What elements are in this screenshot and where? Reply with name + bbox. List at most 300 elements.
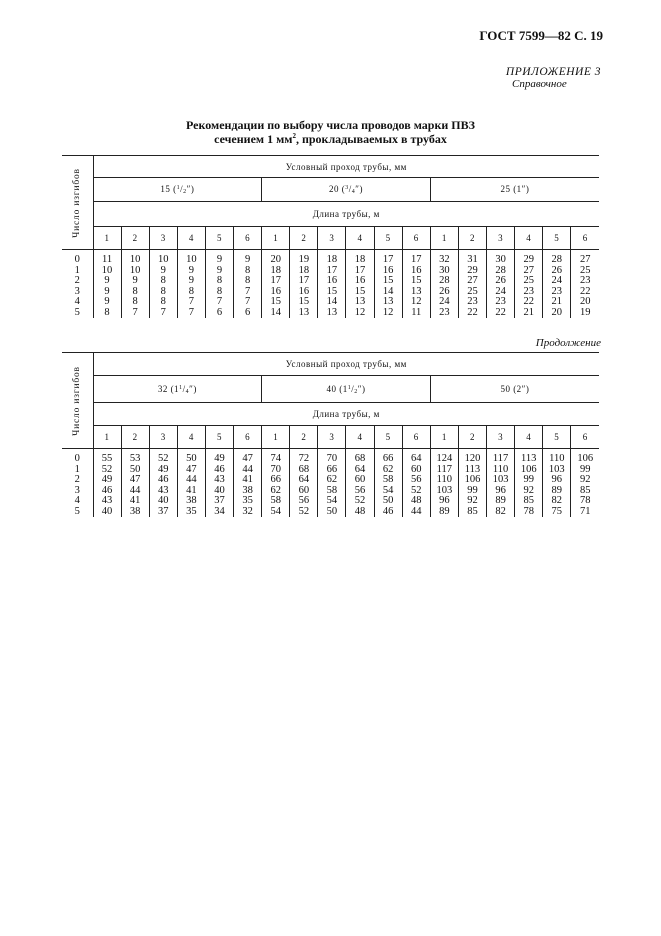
wire-count-cell: 9 bbox=[177, 266, 205, 277]
length-value: 6 bbox=[234, 426, 262, 449]
wire-count-cell: 44 bbox=[121, 486, 149, 497]
appendix-kind: Справочное bbox=[512, 78, 567, 90]
wire-count-cell: 46 bbox=[205, 465, 233, 476]
wire-count-cell: 46 bbox=[149, 475, 177, 486]
wire-count-cell: 28 bbox=[487, 266, 515, 277]
wire-count-cell: 18 bbox=[290, 266, 318, 277]
bends-value: 3 bbox=[62, 486, 93, 497]
wire-count-cell: 9 bbox=[93, 287, 121, 298]
wire-count-cell: 54 bbox=[374, 486, 402, 497]
wire-count-cell: 53 bbox=[121, 449, 149, 465]
appendix-label: ПРИЛОЖЕНИЕ 3 bbox=[505, 66, 601, 78]
length-value: 3 bbox=[149, 426, 177, 449]
diameter-part-slash: / bbox=[180, 184, 184, 194]
wire-count-cell: 28 bbox=[430, 276, 458, 287]
wire-count-cell: 52 bbox=[346, 496, 374, 507]
wire-count-cell: 17 bbox=[318, 266, 346, 277]
wire-count-cell: 64 bbox=[290, 475, 318, 486]
row-label-text: Число изгибов bbox=[72, 365, 83, 436]
wire-count-cell: 13 bbox=[374, 297, 402, 308]
length-value: 6 bbox=[571, 426, 599, 449]
wire-count-cell: 70 bbox=[318, 449, 346, 465]
wire-count-cell: 70 bbox=[262, 465, 290, 476]
wire-count-cell: 19 bbox=[579, 306, 591, 318]
length-value: 2 bbox=[121, 227, 149, 250]
diameter-header bbox=[93, 376, 262, 403]
wire-count-cell: 23 bbox=[430, 308, 458, 319]
diameter-header bbox=[93, 178, 262, 202]
wire-count-cell: 8 bbox=[177, 287, 205, 298]
wire-count-cell: 10 bbox=[177, 250, 205, 266]
diameter-part-close: ″) bbox=[355, 184, 363, 194]
wire-count-cell: 20 bbox=[579, 296, 591, 307]
length-value: 3 bbox=[149, 227, 177, 250]
length-value: 6 bbox=[234, 227, 262, 250]
wire-count-cell: 8 bbox=[93, 308, 121, 319]
wire-count-cell: 62 bbox=[318, 475, 346, 486]
wire-count-cell: 99 bbox=[458, 486, 486, 497]
wire-count-cell: 66 bbox=[262, 475, 290, 486]
wire-count-cell: 27 bbox=[458, 276, 486, 287]
diameter-part-slash: / bbox=[348, 184, 352, 194]
wire-count-cell: 47 bbox=[121, 475, 149, 486]
diameter-part-open: ( bbox=[170, 184, 177, 194]
diameter-part-den: 4 bbox=[185, 388, 190, 395]
title-text-pre: сечением 1 мм bbox=[214, 132, 293, 146]
wire-count-cell: 89 bbox=[543, 486, 571, 497]
wire-count-cell: 106 bbox=[515, 465, 543, 476]
wire-count-cell: 9 bbox=[234, 250, 262, 266]
wire-count-cell: 48 bbox=[402, 496, 430, 507]
title-text-post: , прокладываемых в трубах bbox=[295, 132, 447, 146]
wire-count-cell: 46 bbox=[374, 507, 402, 518]
wire-count-cell: 43 bbox=[93, 496, 121, 507]
length-value: 2 bbox=[290, 227, 318, 250]
diameter-label bbox=[500, 384, 529, 394]
bends-value: 3 bbox=[62, 287, 93, 298]
length-value: 2 bbox=[290, 426, 318, 449]
wire-count-cell: 92 bbox=[458, 496, 486, 507]
length-value: 4 bbox=[346, 426, 374, 449]
diameter-part-open: ( bbox=[338, 184, 346, 194]
bends-value: 1 bbox=[62, 465, 93, 476]
table-row bbox=[62, 297, 599, 308]
wire-count-cell: 55 bbox=[93, 449, 121, 465]
length-value: 3 bbox=[487, 227, 515, 250]
wire-count-cell: 15 bbox=[374, 276, 402, 287]
wire-count-cell: 40 bbox=[205, 486, 233, 497]
row-label-bends bbox=[62, 156, 93, 250]
wire-count-cell: 13 bbox=[402, 287, 430, 298]
length-value: 2 bbox=[458, 426, 486, 449]
wire-count-cell: 60 bbox=[402, 465, 430, 476]
table-row bbox=[62, 475, 599, 486]
wire-count-cell: 8 bbox=[205, 287, 233, 298]
wire-count-cell: 40 bbox=[149, 496, 177, 507]
wire-count-cell: 78 bbox=[579, 495, 591, 506]
length-header: Длина трубы, м bbox=[93, 403, 599, 426]
wire-count-cell: 18 bbox=[346, 250, 374, 266]
wire-count-cell: 20 bbox=[262, 250, 290, 266]
wire-count-cell: 22 bbox=[487, 308, 515, 319]
length-value: 6 bbox=[402, 426, 430, 449]
wire-count-cell: 7 bbox=[205, 297, 233, 308]
length-header: Длина трубы, м bbox=[93, 202, 599, 227]
wire-count-cell: 54 bbox=[262, 507, 290, 518]
length-value: 4 bbox=[346, 227, 374, 250]
conduit-pass-header: Условный проход трубы, мм bbox=[93, 156, 599, 178]
wire-count-cell: 15 bbox=[346, 287, 374, 298]
wire-count-cell: 56 bbox=[346, 486, 374, 497]
wire-count-cell: 78 bbox=[515, 507, 543, 518]
wire-count-cell: 24 bbox=[430, 297, 458, 308]
wire-count-cell: 49 bbox=[205, 449, 233, 465]
wire-count-cell: 117 bbox=[430, 465, 458, 476]
diameter-part-slash: / bbox=[351, 383, 355, 394]
length-value: 2 bbox=[458, 227, 486, 250]
bends-value: 5 bbox=[62, 507, 93, 518]
wire-count-cell: 16 bbox=[346, 276, 374, 287]
wire-count-cell: 29 bbox=[458, 266, 486, 277]
wire-count-cell: 9 bbox=[205, 250, 233, 266]
wire-count-cell: 28 bbox=[543, 250, 571, 266]
wire-count-cell: 74 bbox=[262, 449, 290, 465]
length-value: 1 bbox=[93, 227, 121, 250]
wire-count-cell: 29 bbox=[515, 250, 543, 266]
wire-count-cell: 52 bbox=[149, 449, 177, 465]
wire-count-cell: 68 bbox=[346, 449, 374, 465]
table-row bbox=[62, 276, 599, 287]
length-value: 6 bbox=[571, 227, 599, 250]
diameter-part-num: 1 bbox=[347, 384, 352, 391]
wire-count-cell: 17 bbox=[290, 276, 318, 287]
wire-count-cell: 75 bbox=[543, 507, 571, 518]
wire-count-cell: 26 bbox=[430, 287, 458, 298]
wire-count-cell: 24 bbox=[543, 276, 571, 287]
diameter-label bbox=[326, 384, 365, 394]
wire-count-cell: 8 bbox=[149, 287, 177, 298]
wire-count-cell: 9 bbox=[93, 297, 121, 308]
continuation-label: Продолжение bbox=[535, 337, 601, 349]
wire-count-cell: 7 bbox=[234, 287, 262, 298]
length-value: 1 bbox=[262, 227, 290, 250]
wire-count-cell: 23 bbox=[579, 275, 591, 286]
table-title-line1: Рекомендации по выбору числа проводов марки ПВЗ bbox=[186, 118, 475, 132]
wire-count-cell: 26 bbox=[543, 266, 571, 277]
length-value: 1 bbox=[262, 426, 290, 449]
wire-count-cell: 38 bbox=[234, 486, 262, 497]
length-value: 3 bbox=[487, 426, 515, 449]
wire-count-cell: 8 bbox=[205, 276, 233, 287]
wire-count-cell: 10 bbox=[149, 250, 177, 266]
wire-count-cell: 96 bbox=[487, 486, 515, 497]
wire-count-cell: 23 bbox=[543, 287, 571, 298]
bends-value: 5 bbox=[62, 308, 93, 319]
wire-count-cell: 113 bbox=[458, 465, 486, 476]
wire-count-cell: 99 bbox=[515, 475, 543, 486]
wire-count-cell: 62 bbox=[262, 486, 290, 497]
wire-count-cell: 52 bbox=[93, 465, 121, 476]
diameter-part-close: ″) bbox=[186, 184, 195, 194]
wire-count-cell: 6 bbox=[205, 308, 233, 319]
wire-count-cell: 41 bbox=[121, 496, 149, 507]
wire-count-cell: 8 bbox=[121, 297, 149, 308]
wire-count-cell: 66 bbox=[374, 449, 402, 465]
wire-count-cell: 43 bbox=[149, 486, 177, 497]
wire-count-cell: 44 bbox=[402, 507, 430, 518]
row-label-bends bbox=[62, 353, 93, 449]
wire-count-cell: 37 bbox=[149, 507, 177, 518]
length-value: 5 bbox=[374, 426, 402, 449]
wire-count-cell: 23 bbox=[458, 297, 486, 308]
wire-count-cell: 43 bbox=[205, 475, 233, 486]
wire-count-cell: 82 bbox=[543, 496, 571, 507]
wire-count-cell: 56 bbox=[402, 475, 430, 486]
wire-count-cell: 103 bbox=[487, 475, 515, 486]
wire-count-cell: 35 bbox=[234, 496, 262, 507]
wire-count-cell: 35 bbox=[177, 507, 205, 518]
wire-count-cell: 30 bbox=[430, 266, 458, 277]
table-row bbox=[62, 496, 599, 507]
wire-count-cell: 9 bbox=[121, 276, 149, 287]
wire-count-cell: 7 bbox=[177, 297, 205, 308]
wire-count-cell: 52 bbox=[290, 507, 318, 518]
diameter-label bbox=[158, 384, 197, 394]
diameter-part-den: 2 bbox=[354, 388, 358, 395]
wire-count-cell: 7 bbox=[121, 308, 149, 319]
wire-count-cell: 71 bbox=[579, 505, 591, 517]
wire-count-cell: 7 bbox=[177, 308, 205, 319]
length-value: 5 bbox=[205, 426, 233, 449]
wire-count-table bbox=[62, 352, 599, 517]
wire-count-cell: 9 bbox=[149, 266, 177, 277]
wire-count-cell: 99 bbox=[579, 463, 591, 475]
bends-value: 4 bbox=[62, 297, 93, 308]
diameter-part-main: 40 bbox=[326, 383, 337, 394]
diameter-part-num: 1 bbox=[179, 384, 183, 391]
diameter-part-main: 25 (1″) bbox=[500, 184, 530, 194]
length-value: 4 bbox=[515, 426, 543, 449]
diameter-part-close: ″) bbox=[357, 383, 366, 394]
diameter-part-slash: / bbox=[182, 383, 186, 394]
row-label-text: Число изгибов bbox=[72, 167, 83, 238]
wire-count-cell: 41 bbox=[234, 475, 262, 486]
diameter-label bbox=[500, 184, 529, 194]
bends-value: 4 bbox=[62, 496, 93, 507]
wire-count-cell: 17 bbox=[262, 276, 290, 287]
wire-count-cell: 8 bbox=[149, 297, 177, 308]
wire-count-cell: 22 bbox=[579, 285, 591, 297]
diameter-part-open: (1 bbox=[167, 383, 180, 394]
wire-count-cell: 64 bbox=[346, 465, 374, 476]
wire-count-cell: 12 bbox=[374, 308, 402, 319]
wire-count-cell: 16 bbox=[262, 287, 290, 298]
wire-count-cell: 44 bbox=[234, 465, 262, 476]
length-value: 4 bbox=[515, 227, 543, 250]
wire-count-cell: 17 bbox=[346, 266, 374, 277]
length-value: 3 bbox=[318, 227, 346, 250]
wire-count-cell: 47 bbox=[234, 449, 262, 465]
wire-count-cell: 110 bbox=[543, 449, 571, 465]
wire-count-cell: 9 bbox=[205, 266, 233, 277]
wire-count-cell: 14 bbox=[262, 308, 290, 319]
wire-count-cell: 14 bbox=[374, 287, 402, 298]
wire-count-cell: 7 bbox=[234, 297, 262, 308]
length-value: 1 bbox=[430, 227, 458, 250]
wire-count-cell: 11 bbox=[402, 308, 430, 319]
wire-count-cell: 8 bbox=[149, 276, 177, 287]
wire-count-cell: 6 bbox=[234, 308, 262, 319]
wire-count-cell: 15 bbox=[318, 287, 346, 298]
diameter-label bbox=[160, 184, 194, 194]
wire-count-cell: 21 bbox=[515, 308, 543, 319]
wire-count-cell: 17 bbox=[402, 250, 430, 266]
wire-count-cell: 16 bbox=[402, 266, 430, 277]
wire-count-cell: 12 bbox=[346, 308, 374, 319]
wire-count-cell: 60 bbox=[290, 486, 318, 497]
diameter-part-close: ″) bbox=[189, 383, 197, 394]
wire-count-cell: 38 bbox=[121, 507, 149, 518]
wire-count-cell: 22 bbox=[515, 297, 543, 308]
wire-count-cell: 12 bbox=[402, 297, 430, 308]
wire-count-cell: 10 bbox=[93, 266, 121, 277]
wire-count-cell: 92 bbox=[515, 486, 543, 497]
wire-count-cell: 52 bbox=[402, 486, 430, 497]
diameter-header bbox=[430, 376, 599, 403]
wire-count-cell: 13 bbox=[346, 297, 374, 308]
wire-count-cell: 24 bbox=[487, 287, 515, 298]
wire-count-cell: 9 bbox=[177, 276, 205, 287]
wire-count-cell: 30 bbox=[487, 250, 515, 266]
wire-count-cell: 58 bbox=[262, 496, 290, 507]
wire-count-cell: 27 bbox=[515, 266, 543, 277]
wire-count-cell: 58 bbox=[374, 475, 402, 486]
length-value: 1 bbox=[430, 426, 458, 449]
wire-count-cell: 40 bbox=[93, 507, 121, 518]
wire-count-cell: 85 bbox=[579, 484, 591, 496]
wire-count-cell: 124 bbox=[430, 449, 458, 465]
wire-count-cell: 110 bbox=[487, 465, 515, 476]
wire-count-cell: 26 bbox=[487, 276, 515, 287]
diameter-part-main: 15 bbox=[160, 184, 171, 194]
length-value: 4 bbox=[177, 426, 205, 449]
wire-count-cell: 49 bbox=[93, 475, 121, 486]
wire-count-cell: 25 bbox=[458, 287, 486, 298]
length-value: 5 bbox=[543, 227, 571, 250]
wire-count-table bbox=[62, 155, 599, 318]
wire-count-cell: 37 bbox=[205, 496, 233, 507]
wire-count-cell: 58 bbox=[318, 486, 346, 497]
wire-count-cell: 13 bbox=[318, 308, 346, 319]
wire-count-cell: 110 bbox=[430, 475, 458, 486]
wire-count-cell: 18 bbox=[318, 250, 346, 266]
wire-count-cell: 117 bbox=[487, 449, 515, 465]
wire-count-cell: 96 bbox=[430, 496, 458, 507]
wire-count-cell: 46 bbox=[93, 486, 121, 497]
diameter-part-main: 20 bbox=[328, 184, 339, 194]
length-value: 5 bbox=[374, 227, 402, 250]
wire-count-cell: 16 bbox=[318, 276, 346, 287]
wire-count-cell: 10 bbox=[121, 250, 149, 266]
wire-count-cell: 15 bbox=[262, 297, 290, 308]
diameter-part-num: 1 bbox=[176, 185, 181, 191]
document-header: ГОСТ 7599—82 С. 19 bbox=[479, 28, 603, 43]
wire-count-cell: 17 bbox=[374, 250, 402, 266]
wire-count-cell: 21 bbox=[543, 297, 571, 308]
wire-count-cell: 16 bbox=[290, 287, 318, 298]
table-row bbox=[62, 507, 599, 518]
wire-count-cell: 103 bbox=[430, 486, 458, 497]
wire-count-cell: 7 bbox=[149, 308, 177, 319]
diameter-header bbox=[262, 376, 431, 403]
wire-count-cell: 50 bbox=[318, 507, 346, 518]
wire-count-cell: 96 bbox=[543, 475, 571, 486]
wire-count-cell: 60 bbox=[346, 475, 374, 486]
bends-value: 0 bbox=[62, 250, 93, 266]
diameter-label bbox=[329, 184, 363, 194]
wire-count-cell: 47 bbox=[177, 465, 205, 476]
wire-count-cell: 31 bbox=[458, 250, 486, 266]
diameter-part-num: 3 bbox=[345, 185, 349, 191]
wire-count-cell: 89 bbox=[430, 507, 458, 518]
wire-count-cell: 11 bbox=[93, 250, 121, 266]
length-value: 1 bbox=[93, 426, 121, 449]
wire-count-cell: 25 bbox=[515, 276, 543, 287]
wire-count-cell: 49 bbox=[149, 465, 177, 476]
wire-count-cell: 48 bbox=[346, 507, 374, 518]
wire-count-cell: 8 bbox=[234, 266, 262, 277]
length-value: 5 bbox=[205, 227, 233, 250]
wire-count-cell: 72 bbox=[290, 449, 318, 465]
bends-value: 2 bbox=[62, 276, 93, 287]
wire-count-cell: 23 bbox=[487, 297, 515, 308]
wire-count-cell: 62 bbox=[374, 465, 402, 476]
wire-count-cell: 32 bbox=[430, 250, 458, 266]
wire-count-cell: 23 bbox=[515, 287, 543, 298]
diameter-part-den: 2 bbox=[183, 189, 187, 195]
conduit-pass-header: Условный проход трубы, мм bbox=[93, 353, 599, 376]
wire-count-cell: 106 bbox=[458, 475, 486, 486]
wire-count-cell: 50 bbox=[177, 449, 205, 465]
wire-count-cell: 50 bbox=[121, 465, 149, 476]
wire-count-cell: 82 bbox=[487, 507, 515, 518]
table-row bbox=[62, 449, 599, 465]
diameter-part-open: (1 bbox=[336, 383, 348, 394]
table-row bbox=[62, 308, 599, 319]
bends-value: 1 bbox=[62, 266, 93, 277]
wire-count-cell: 14 bbox=[318, 297, 346, 308]
wire-count-cell: 19 bbox=[290, 250, 318, 266]
wire-count-cell: 22 bbox=[458, 308, 486, 319]
wire-count-cell: 50 bbox=[374, 496, 402, 507]
wire-count-cell: 32 bbox=[234, 507, 262, 518]
wire-count-cell: 15 bbox=[290, 297, 318, 308]
length-value: 6 bbox=[402, 227, 430, 250]
wire-count-cell: 89 bbox=[487, 496, 515, 507]
wire-count-cell: 92 bbox=[579, 474, 591, 485]
wire-count-cell: 13 bbox=[290, 308, 318, 319]
bends-value: 0 bbox=[62, 449, 93, 465]
wire-count-cell: 38 bbox=[177, 496, 205, 507]
wire-count-cell: 10 bbox=[121, 266, 149, 277]
wire-count-cell: 41 bbox=[177, 486, 205, 497]
wire-count-cell: 120 bbox=[458, 449, 486, 465]
wire-count-cell: 20 bbox=[543, 308, 571, 319]
diameter-header bbox=[430, 178, 599, 202]
table-row bbox=[62, 250, 599, 266]
wire-count-cell: 16 bbox=[374, 266, 402, 277]
wire-count-cell: 15 bbox=[402, 276, 430, 287]
